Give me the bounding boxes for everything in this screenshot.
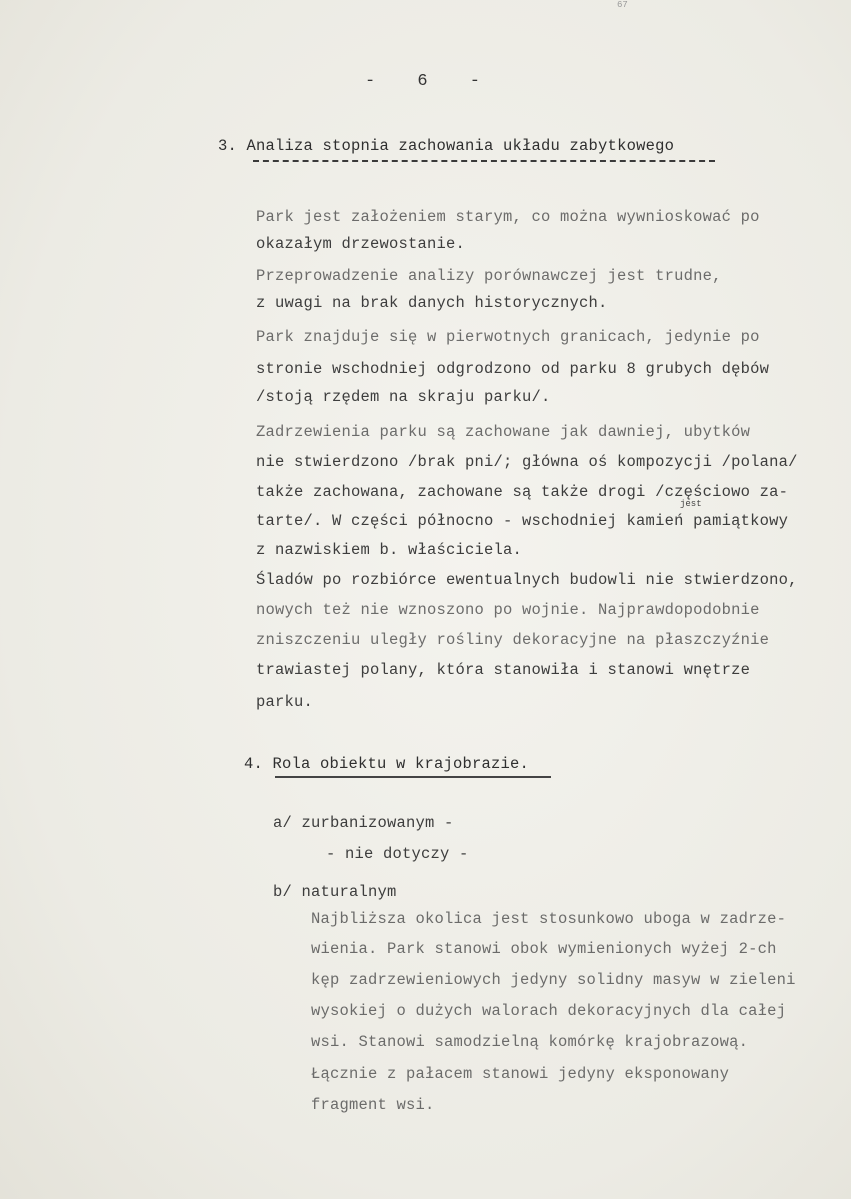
section-3-line: Park jest założeniem starym, co można wywnioskować po bbox=[256, 208, 760, 226]
section-3-heading-underline bbox=[253, 160, 715, 162]
section-3-line: Śladów po rozbiórce ewentualnych budowli nie stwierdzono, bbox=[256, 571, 798, 589]
margin-note: 67 bbox=[617, 0, 628, 10]
section-4-heading: 4. Rola obiektu w krajobrazie. bbox=[244, 755, 530, 773]
section-3-line: nowych też nie wznoszono po wojnie. Najprawdopodobnie bbox=[256, 601, 760, 619]
section-3-line: stronie wschodniej odgrodzono od parku 8 grubych dębów bbox=[256, 360, 770, 378]
section-4a-label: a/ zurbanizowanym - bbox=[273, 814, 454, 832]
section-4b-line: kęp zadrzewieniowych jedyny solidny masyw w zieleni bbox=[311, 971, 796, 989]
interline-correction: jest bbox=[680, 499, 702, 509]
section-4b-line: wienia. Park stanowi obok wymienionych wyżej 2-ch bbox=[311, 940, 777, 958]
section-3-line: /stoją rzędem na skraju parku/. bbox=[256, 388, 551, 406]
section-3-line: Zadrzewienia parku są zachowane jak dawniej, ubytków bbox=[256, 423, 751, 441]
section-4b-line: fragment wsi. bbox=[311, 1096, 435, 1114]
section-4a-text: - nie dotyczy - bbox=[326, 845, 469, 863]
section-4-heading-underline bbox=[275, 776, 551, 778]
section-3-line: z nazwiskiem b. właściciela. bbox=[256, 541, 523, 559]
section-3-line: Park znajduje się w pierwotnych granicach, jedynie po bbox=[256, 328, 760, 346]
page-number: - 6 - bbox=[365, 72, 497, 91]
section-3-line: także zachowana, zachowane są także drogi /częściowo za- bbox=[256, 483, 789, 501]
section-4b-line: Łącznie z pałacem stanowi jedyny eksponowany bbox=[311, 1065, 730, 1083]
section-3-line: parku. bbox=[256, 693, 314, 711]
section-3-heading: 3. Analiza stopnia zachowania układu zabytkowego bbox=[218, 137, 675, 155]
section-3-line: trawiastej polany, która stanowiła i stanowi wnętrze bbox=[256, 661, 751, 679]
section-3-line: tarte/. W części północno - wschodniej kamień pamiątkowy bbox=[256, 512, 789, 530]
section-3-line: Przeprowadzenie analizy porównawczej jest trudne, bbox=[256, 267, 722, 285]
section-3-line: zniszczeniu uległy rośliny dekoracyjne na płaszczyźnie bbox=[256, 631, 770, 649]
section-4b-label: b/ naturalnym bbox=[273, 883, 397, 901]
section-4b-line: wsi. Stanowi samodzielną komórkę krajobrazową. bbox=[311, 1033, 749, 1051]
section-4b-line: wysokiej o dużych walorach dekoracyjnych dla całej bbox=[311, 1002, 787, 1020]
section-3-line: z uwagi na brak danych historycznych. bbox=[256, 294, 608, 312]
section-4b-line: Najbliższa okolica jest stosunkowo uboga w zadrze- bbox=[311, 910, 787, 928]
section-3-line: okazałym drzewostanie. bbox=[256, 235, 466, 253]
section-3-line: nie stwierdzono /brak pni/; główna oś kompozycji /polana/ bbox=[256, 453, 798, 471]
